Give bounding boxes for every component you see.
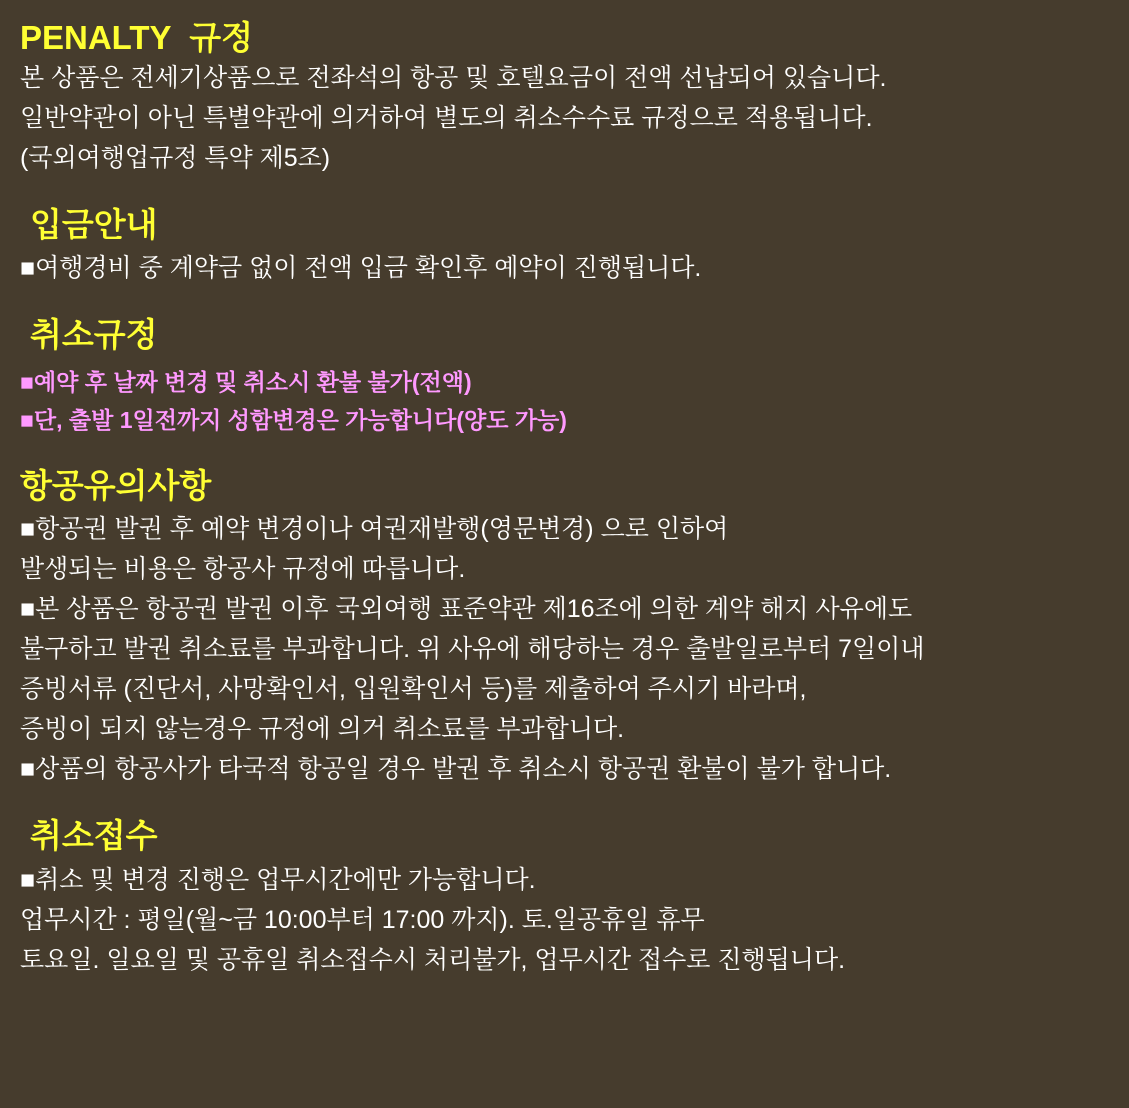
section-line: 토요일. 일요일 및 공휴일 취소접수시 처리불가, 업무시간 접수로 진행됩니다. — [20, 945, 846, 974]
section-line: 증빙이 되지 않는경우 규정에 의거 취소료를 부과합니다. — [20, 715, 625, 744]
section-line: 발생되는 비용은 항공사 규정에 따릅니다. — [20, 555, 466, 584]
intro-line: (국외여행업규정 특약 제5조) — [20, 143, 331, 172]
section-deposit — [20, 205, 1109, 282]
section-line: 불구하고 발권 취소료를 부과합니다. 위 사유에 해당하는 경우 출발일로부터 7일이내 — [20, 635, 925, 664]
section-cancellation-reception — [20, 816, 1109, 973]
section-cancellation-policy — [20, 315, 1109, 432]
section-line: ■예약 후 날짜 변경 및 취소시 환불 불가(전액) — [20, 368, 472, 395]
section-line: ■상품의 항공사가 타국적 항공일 경우 발권 후 취소시 항공권 환불이 불가 합니다. — [20, 755, 892, 784]
intro-block — [20, 63, 1109, 172]
section-line: ■여행경비 중 계약금 없이 전액 입금 확인후 예약이 진행됩니다. — [20, 254, 702, 283]
section-line: 증빙서류 (진단서, 사망확인서, 입원확인서 등)를 제출하여 주시기 바라며, — [20, 675, 807, 704]
section-line: ■단, 출발 1일전까지 성함변경은 가능합니다(양도 가능) — [20, 406, 567, 433]
section-line: 업무시간 : 평일(월~금 10:00부터 17:00 까지). 토.일공휴일 휴무 — [20, 905, 705, 934]
section-heading: 입금안내 — [30, 205, 158, 243]
intro-line: 본 상품은 전세기상품으로 전좌석의 항공 및 호텔요금이 전액 선납되어 있습니다. — [20, 63, 887, 92]
section-heading: 취소규정 — [30, 316, 158, 354]
section-line: ■본 상품은 항공권 발권 이후 국외여행 표준약관 제16조에 의한 계약 해지 사유에도 — [20, 595, 913, 624]
section-heading: 취소접수 — [30, 817, 158, 855]
section-line: ■항공권 발권 후 예약 변경이나 여권재발행(영문변경) 으로 인하여 — [20, 515, 729, 544]
section-flight-notice — [20, 466, 1109, 783]
intro-line: 일반약관이 아닌 특별약관에 의거하여 별도의 취소수수료 규정으로 적용됩니다. — [20, 103, 873, 132]
page-title: PENALTY 규정 — [20, 19, 254, 56]
section-line: ■취소 및 변경 진행은 업무시간에만 가능합니다. — [20, 865, 536, 894]
section-heading: 항공유의사항 — [20, 466, 212, 504]
